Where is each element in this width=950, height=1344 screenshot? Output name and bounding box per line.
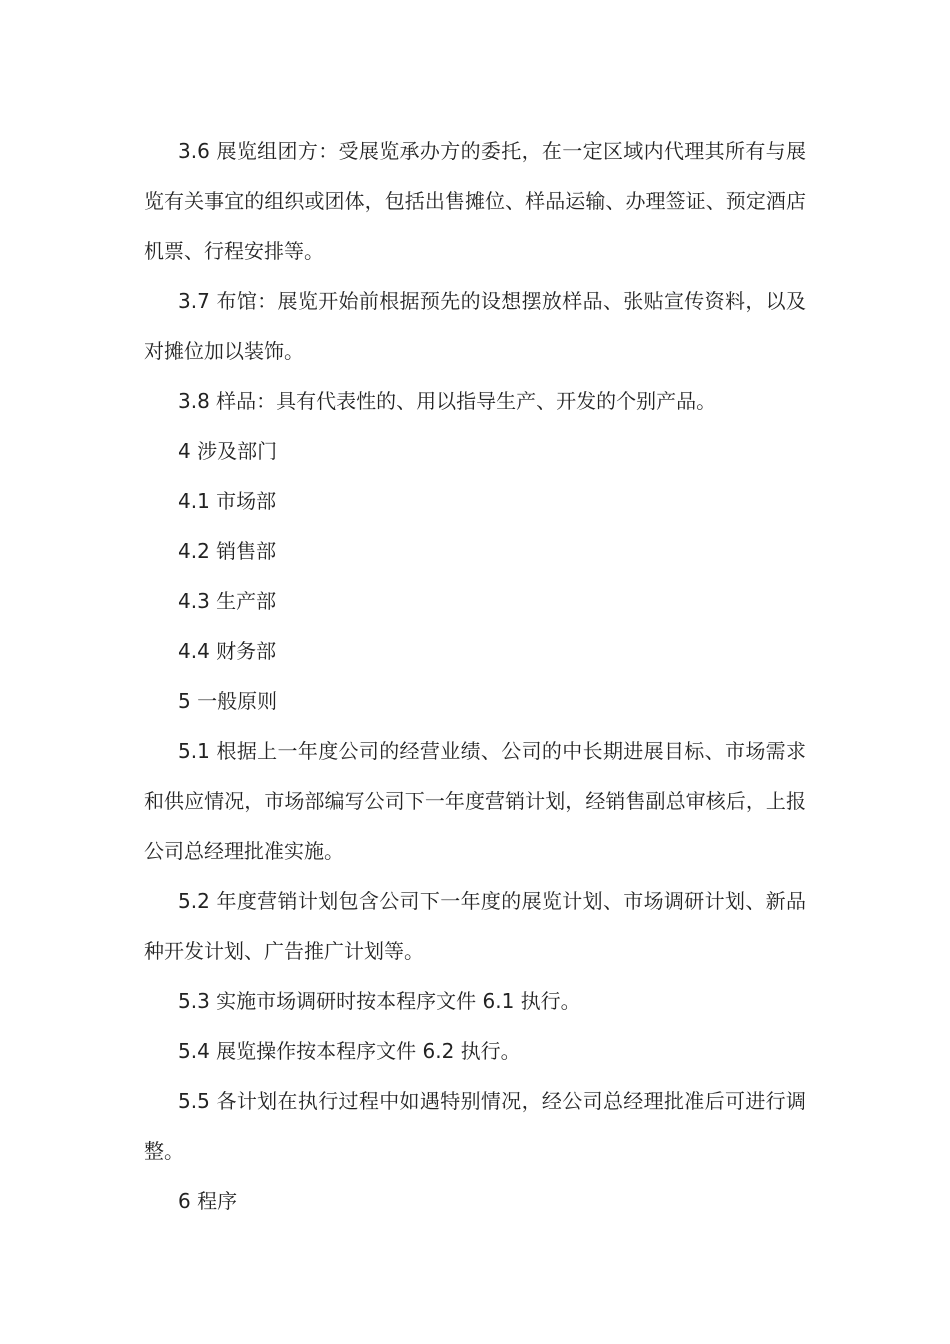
item-4-3: 4.3 生产部 xyxy=(178,589,277,613)
paragraph-3-6: 3.6 展览组团方：受展览承办方的委托，在一定区域内代理其所有与展览有关事宜的组织或团体，包括出售摊位、样品运输、办理签证、预定酒店机票、行程安排等。 xyxy=(144,139,806,263)
document-body xyxy=(144,126,806,1226)
paragraph-5-3: 5.3 实施市场调研时按本程序文件 6.1 执行。 xyxy=(178,989,581,1013)
heading-5: 5 一般原则 xyxy=(178,689,278,713)
paragraph-5-4: 5.4 展览操作按本程序文件 6.2 执行。 xyxy=(178,1039,521,1063)
paragraph-5-2: 5.2 年度营销计划包含公司下一年度的展览计划、市场调研计划、新品种开发计划、广告推广计划等。 xyxy=(144,889,806,963)
heading-6: 6 程序 xyxy=(178,1189,238,1213)
item-4-4: 4.4 财务部 xyxy=(178,639,277,663)
paragraph-3-8: 3.8 样品：具有代表性的、用以指导生产、开发的个别产品。 xyxy=(178,389,717,413)
paragraph-5-5: 5.5 各计划在执行过程中如遇特别情况，经公司总经理批准后可进行调整。 xyxy=(144,1089,806,1163)
paragraph-3-7: 3.7 布馆：展览开始前根据预先的设想摆放样品、张贴宣传资料，以及对摊位加以装饰。 xyxy=(144,289,806,363)
item-4-2: 4.2 销售部 xyxy=(178,539,277,563)
item-4-1: 4.1 市场部 xyxy=(178,489,277,513)
heading-4: 4 涉及部门 xyxy=(178,439,278,463)
paragraph-5-1: 5.1 根据上一年度公司的经营业绩、公司的中长期进展目标、市场需求和供应情况，市场部编写公司下一年度营销计划，经销售副总审核后，上报公司总经理批准实施。 xyxy=(144,739,806,863)
